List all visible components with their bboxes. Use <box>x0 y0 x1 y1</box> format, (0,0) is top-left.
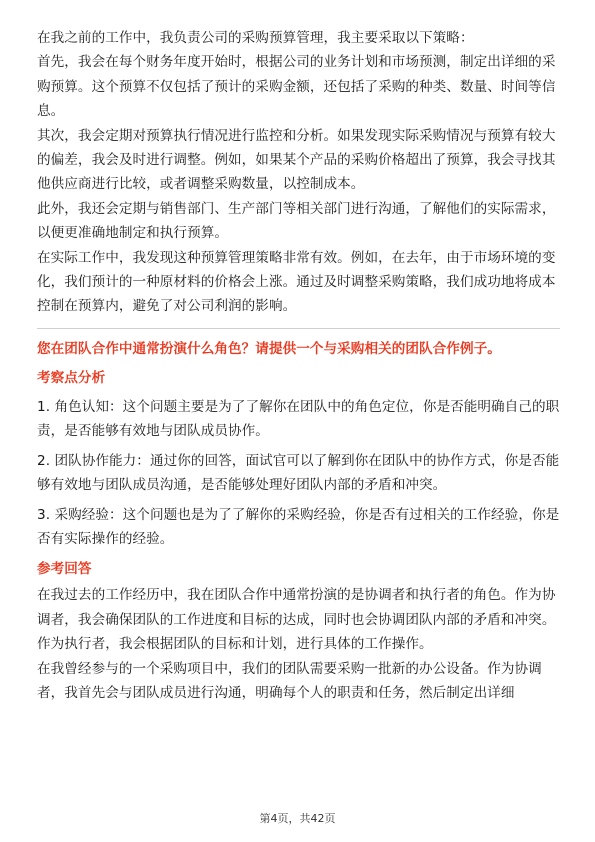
analysis-item: 2. 团队协作能力：通过你的回答，面试官可以了解到你在团队中的协作方式，你是否能够有效地与团队成员沟通，是否能够处理好团队内部的矛盾和冲突。 <box>37 452 560 494</box>
answer-paragraph: 在我过去的工作经历中，我在团队合作中通常扮演的是协调者和执行者的角色。作为协调者，我会确保团队的工作进度和目标的达成，同时也会协调团队内部的矛盾和冲突。作为执行者，我会根据团队的目标和计划，进行具体的工作操作。 <box>37 587 556 653</box>
analysis-item: 1. 角色认知：这个问题主要是为了了解你在团队中的角色定位，你是否能明确自己的职责，是否能够有效地与团队成员协作。 <box>37 398 560 440</box>
intro-paragraph: 首先，我会在每个财务年度开始时，根据公司的业务计划和市场预测，制定出详细的采购预算。这个预算不仅包括了预计的采购金额，还包括了采购的种类、数量、时间等信息。 <box>37 54 556 120</box>
intro-paragraph: 此外，我还会定期与销售部门、生产部门等相关部门进行沟通，了解他们的实际需求，以便更准确地制定和执行预算。 <box>37 200 556 242</box>
section-divider <box>37 328 560 329</box>
intro-paragraph: 在实际工作中，我发现这种预算管理策略非常有效。例如，在去年，由于市场环境的变化，我们预计的一种原材料的价格会上涨。通过及时调整采购策略，我们成功地将成本控制在预算内，避免了对公司利润的影响。 <box>37 249 556 315</box>
answer-paragraph: 在我曾经参与的一个采购项目中，我们的团队需要采购一批新的办公设备。作为协调者，我首先会与团队成员进行沟通，明确每个人的职责和任务，然后制定出详细 <box>37 660 542 701</box>
analysis-item: 3. 采购经验：这个问题也是为了了解你的采购经验，你是否有过相关的工作经验，你是否有实际操作的经验。 <box>37 506 560 547</box>
intro-paragraph: 在我之前的工作中，我负责公司的采购预算管理，我主要采取以下策略： <box>37 30 474 46</box>
answer-heading: 参考回答 <box>37 561 92 578</box>
intro-paragraph: 其次，我会定期对预算执行情况进行监控和分析。如果发现实际采购情况与预算有较大的偏差，我会及时进行调整。例如，如果某个产品的采购价格超出了预算，我会寻找其他供应商进行比较，或者调整采购数量，以控制成本。 <box>37 127 556 193</box>
document-page <box>37 26 560 705</box>
interview-question: 您在团队合作中通常扮演什么角色？请提供一个与采购相关的团队合作例子。 <box>37 340 501 357</box>
analysis-heading: 考察点分析 <box>37 369 106 386</box>
page-number-footer: 第4页，共42页 <box>259 812 336 825</box>
